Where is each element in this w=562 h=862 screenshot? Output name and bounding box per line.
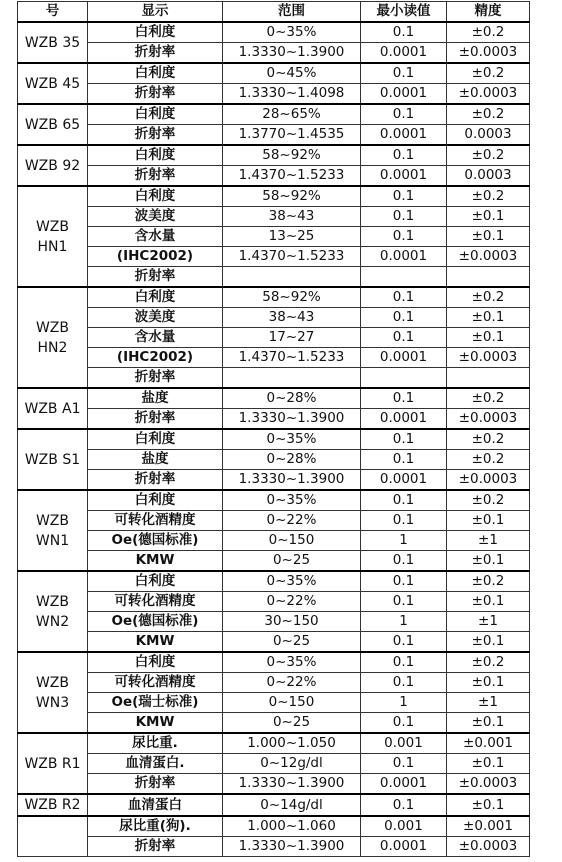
- range-value: [223, 368, 361, 389]
- model-group: [18, 429, 530, 490]
- table-row: [18, 247, 530, 267]
- min-reading-value: [361, 267, 447, 288]
- min-reading-value: [361, 368, 447, 389]
- range-value: 0~28%: [223, 388, 361, 409]
- table-row: [18, 43, 530, 64]
- range-value: 0~28%: [223, 450, 361, 470]
- range-value: 0~35%: [223, 652, 361, 673]
- model-name: [18, 816, 88, 857]
- table-row: [18, 22, 530, 43]
- table-row: [18, 409, 530, 430]
- precision-value: 0.0003: [447, 166, 530, 187]
- display-label: KMW: [88, 551, 223, 572]
- table-row: [18, 632, 530, 653]
- precision-value: ±0.0003: [447, 84, 530, 105]
- min-reading-value: 0.1: [361, 794, 447, 816]
- table-row: [18, 348, 530, 368]
- range-value: 1.000~1.060: [223, 816, 361, 837]
- precision-value: ±0.1: [447, 308, 530, 328]
- model-group: [18, 186, 530, 287]
- min-reading-value: 0.1: [361, 207, 447, 227]
- min-reading-value: 0.1: [361, 571, 447, 592]
- model-name: WZB HN1: [18, 186, 88, 287]
- display-label: 折射率: [88, 125, 223, 146]
- precision-value: ±0.0003: [447, 348, 530, 368]
- range-value: 1.4370~1.5233: [223, 166, 361, 187]
- range-value: 1.000~1.050: [223, 733, 361, 754]
- header-display: 显示: [88, 2, 223, 23]
- min-reading-value: 1: [361, 612, 447, 632]
- display-label: 白利度: [88, 429, 223, 450]
- range-value: 1.3330~1.4098: [223, 84, 361, 105]
- table-row: [18, 267, 530, 288]
- min-reading-value: 0.1: [361, 632, 447, 653]
- precision-value: ±0.0003: [447, 470, 530, 491]
- header-range: 范围: [223, 2, 361, 23]
- model-group: [18, 733, 530, 794]
- table-row: [18, 652, 530, 673]
- range-value: 1.3770~1.4535: [223, 125, 361, 146]
- table-row: [18, 774, 530, 795]
- display-label: 白利度: [88, 22, 223, 43]
- precision-value: ±1: [447, 612, 530, 632]
- table-row: [18, 837, 530, 857]
- display-label: 血清蛋白.: [88, 754, 223, 774]
- min-reading-value: 0.001: [361, 733, 447, 754]
- table-row: [18, 571, 530, 592]
- model-group: [18, 287, 530, 388]
- model-name: WZB WN3: [18, 652, 88, 733]
- model-name: WZB R1: [18, 733, 88, 794]
- table-row: [18, 673, 530, 693]
- min-reading-value: 0.0001: [361, 348, 447, 368]
- range-value: 0~22%: [223, 673, 361, 693]
- precision-value: ±0.1: [447, 592, 530, 612]
- precision-value: ±0.0003: [447, 774, 530, 795]
- precision-value: ±0.1: [447, 551, 530, 572]
- model-group: [18, 794, 530, 816]
- model-name: WZB HN2: [18, 287, 88, 388]
- display-label: 折射率: [88, 43, 223, 64]
- precision-value: ±0.2: [447, 186, 530, 207]
- table-row: [18, 754, 530, 774]
- table-row: [18, 450, 530, 470]
- header-row: [18, 2, 530, 23]
- range-value: 0~35%: [223, 429, 361, 450]
- min-reading-value: 0.1: [361, 754, 447, 774]
- display-label: 尿比重.: [88, 733, 223, 754]
- range-value: 13~25: [223, 227, 361, 247]
- min-reading-value: 0.1: [361, 450, 447, 470]
- table-row: [18, 470, 530, 491]
- table-row: [18, 592, 530, 612]
- precision-value: ±0.2: [447, 145, 530, 166]
- display-label: 白利度: [88, 186, 223, 207]
- display-label: Oe(德国标准): [88, 612, 223, 632]
- display-label: 含水量: [88, 227, 223, 247]
- min-reading-value: 0.0001: [361, 837, 447, 857]
- range-value: 0~22%: [223, 592, 361, 612]
- range-value: 0~45%: [223, 63, 361, 84]
- display-label: 折射率: [88, 84, 223, 105]
- display-label: (IHC2002): [88, 348, 223, 368]
- model-group: [18, 22, 530, 63]
- range-value: 38~43: [223, 308, 361, 328]
- display-label: 血清蛋白: [88, 794, 223, 816]
- table-row: [18, 713, 530, 734]
- model-group: [18, 104, 530, 145]
- range-value: 0~150: [223, 531, 361, 551]
- range-value: 1.3330~1.3900: [223, 837, 361, 857]
- display-label: Oe(德国标准): [88, 531, 223, 551]
- min-reading-value: 0.1: [361, 592, 447, 612]
- min-reading-value: 0.1: [361, 186, 447, 207]
- precision-value: ±0.1: [447, 632, 530, 653]
- table-row: [18, 166, 530, 187]
- min-reading-value: 0.0001: [361, 774, 447, 795]
- model-group: [18, 652, 530, 733]
- precision-value: ±0.1: [447, 207, 530, 227]
- min-reading-value: 1: [361, 531, 447, 551]
- model-group: [18, 63, 530, 104]
- table-row: [18, 145, 530, 166]
- min-reading-value: 0.1: [361, 713, 447, 734]
- display-label: 折射率: [88, 166, 223, 187]
- range-value: 1.3330~1.3900: [223, 774, 361, 795]
- min-reading-value: 0.1: [361, 652, 447, 673]
- precision-value: ±0.0003: [447, 837, 530, 857]
- table-row: [18, 816, 530, 837]
- model-name: WZB 45: [18, 63, 88, 104]
- precision-value: ±0.1: [447, 673, 530, 693]
- precision-value: ±0.2: [447, 388, 530, 409]
- display-label: 白利度: [88, 652, 223, 673]
- min-reading-value: 0.1: [361, 490, 447, 511]
- display-label: 波美度: [88, 207, 223, 227]
- range-value: 0~35%: [223, 22, 361, 43]
- model-group: [18, 388, 530, 429]
- min-reading-value: 0.0001: [361, 470, 447, 491]
- display-label: 白利度: [88, 63, 223, 84]
- table-row: [18, 308, 530, 328]
- display-label: 可转化酒精度: [88, 673, 223, 693]
- range-value: 30~150: [223, 612, 361, 632]
- table-row: [18, 368, 530, 389]
- display-label: 折射率: [88, 774, 223, 795]
- range-value: 0~14g/dl: [223, 794, 361, 816]
- table-row: [18, 511, 530, 531]
- header-min-reading: 最小读值: [361, 2, 447, 23]
- precision-value: ±0.001: [447, 733, 530, 754]
- precision-value: [447, 267, 530, 288]
- model-group: [18, 816, 530, 857]
- min-reading-value: 0.1: [361, 308, 447, 328]
- display-label: 盐度: [88, 450, 223, 470]
- range-value: 0~35%: [223, 571, 361, 592]
- range-value: 1.4370~1.5233: [223, 247, 361, 267]
- display-label: KMW: [88, 713, 223, 734]
- range-value: 1.3330~1.3900: [223, 409, 361, 430]
- precision-value: ±0.0003: [447, 247, 530, 267]
- model-group: [18, 145, 530, 186]
- display-label: 含水量: [88, 328, 223, 348]
- display-label: 可转化酒精度: [88, 511, 223, 531]
- range-value: 0~12g/dl: [223, 754, 361, 774]
- range-value: 1.4370~1.5233: [223, 348, 361, 368]
- model-group: [18, 571, 530, 652]
- model-name: WZB S1: [18, 429, 88, 490]
- min-reading-value: 0.1: [361, 145, 447, 166]
- precision-value: ±0.1: [447, 511, 530, 531]
- range-value: 58~92%: [223, 145, 361, 166]
- table-row: [18, 551, 530, 572]
- display-label: 波美度: [88, 308, 223, 328]
- precision-value: ±0.0003: [447, 43, 530, 64]
- min-reading-value: 0.0001: [361, 247, 447, 267]
- min-reading-value: 0.0001: [361, 166, 447, 187]
- model-name: WZB 92: [18, 145, 88, 186]
- table-row: [18, 531, 530, 551]
- precision-value: 0.0003: [447, 125, 530, 146]
- model-name: WZB 35: [18, 22, 88, 63]
- header-model: 号: [18, 2, 88, 23]
- table-row: [18, 125, 530, 146]
- range-value: 0~22%: [223, 511, 361, 531]
- precision-value: ±0.0003: [447, 409, 530, 430]
- range-value: 0~25: [223, 551, 361, 572]
- spec-table: [17, 1, 530, 857]
- precision-value: ±0.1: [447, 754, 530, 774]
- min-reading-value: 0.1: [361, 511, 447, 531]
- min-reading-value: 0.1: [361, 63, 447, 84]
- table-row: [18, 733, 530, 754]
- table-row: [18, 388, 530, 409]
- precision-value: [447, 368, 530, 389]
- range-value: 28~65%: [223, 104, 361, 125]
- min-reading-value: 0.0001: [361, 43, 447, 64]
- precision-value: ±0.2: [447, 652, 530, 673]
- display-label: (IHC2002): [88, 247, 223, 267]
- min-reading-value: 0.1: [361, 673, 447, 693]
- display-label: 盐度: [88, 388, 223, 409]
- display-label: KMW: [88, 632, 223, 653]
- min-reading-value: 0.0001: [361, 125, 447, 146]
- table-row: [18, 612, 530, 632]
- range-value: 1.3330~1.3900: [223, 470, 361, 491]
- precision-value: ±0.2: [447, 63, 530, 84]
- display-label: 白利度: [88, 145, 223, 166]
- model-name: WZB R2: [18, 794, 88, 816]
- range-value: 1.3330~1.3900: [223, 43, 361, 64]
- min-reading-value: 0.1: [361, 328, 447, 348]
- precision-value: ±0.2: [447, 104, 530, 125]
- display-label: 折射率: [88, 267, 223, 288]
- table-row: [18, 429, 530, 450]
- precision-value: ±0.2: [447, 22, 530, 43]
- min-reading-value: 0.1: [361, 104, 447, 125]
- min-reading-value: 0.0001: [361, 84, 447, 105]
- precision-value: ±0.1: [447, 794, 530, 816]
- table-row: [18, 693, 530, 713]
- model-name: WZB WN1: [18, 490, 88, 571]
- display-label: 白利度: [88, 571, 223, 592]
- display-label: 折射率: [88, 409, 223, 430]
- table-row: [18, 227, 530, 247]
- model-group: [18, 490, 530, 571]
- precision-value: ±0.1: [447, 713, 530, 734]
- model-name: WZB WN2: [18, 571, 88, 652]
- min-reading-value: 0.1: [361, 429, 447, 450]
- model-name: WZB 65: [18, 104, 88, 145]
- min-reading-value: 0.1: [361, 227, 447, 247]
- min-reading-value: 0.1: [361, 22, 447, 43]
- model-name: WZB A1: [18, 388, 88, 429]
- display-label: Oe(瑞士标准): [88, 693, 223, 713]
- range-value: 0~150: [223, 693, 361, 713]
- display-label: 白利度: [88, 104, 223, 125]
- precision-value: ±0.2: [447, 571, 530, 592]
- table-row: [18, 287, 530, 308]
- range-value: 17~27: [223, 328, 361, 348]
- display-label: 可转化酒精度: [88, 592, 223, 612]
- table-row: [18, 104, 530, 125]
- display-label: 白利度: [88, 490, 223, 511]
- table-row: [18, 490, 530, 511]
- header-precision: 精度: [447, 2, 530, 23]
- precision-value: ±1: [447, 531, 530, 551]
- range-value: 0~35%: [223, 490, 361, 511]
- table-row: [18, 63, 530, 84]
- table-row: [18, 186, 530, 207]
- precision-value: ±0.1: [447, 328, 530, 348]
- min-reading-value: 0.1: [361, 388, 447, 409]
- range-value: 38~43: [223, 207, 361, 227]
- range-value: 0~25: [223, 632, 361, 653]
- table-row: [18, 207, 530, 227]
- range-value: 58~92%: [223, 186, 361, 207]
- range-value: [223, 267, 361, 288]
- min-reading-value: 0.1: [361, 551, 447, 572]
- min-reading-value: 0.001: [361, 816, 447, 837]
- range-value: 58~92%: [223, 287, 361, 308]
- precision-value: ±0.001: [447, 816, 530, 837]
- precision-value: ±0.2: [447, 450, 530, 470]
- min-reading-value: 1: [361, 693, 447, 713]
- precision-value: ±0.2: [447, 490, 530, 511]
- min-reading-value: 0.0001: [361, 409, 447, 430]
- table-header: [18, 2, 530, 23]
- display-label: 尿比重(狗).: [88, 816, 223, 837]
- min-reading-value: 0.1: [361, 287, 447, 308]
- precision-value: ±1: [447, 693, 530, 713]
- precision-value: ±0.2: [447, 429, 530, 450]
- precision-value: ±0.1: [447, 227, 530, 247]
- display-label: 折射率: [88, 470, 223, 491]
- precision-value: ±0.2: [447, 287, 530, 308]
- table-row: [18, 794, 530, 816]
- range-value: 0~25: [223, 713, 361, 734]
- display-label: 折射率: [88, 837, 223, 857]
- display-label: 折射率: [88, 368, 223, 389]
- table-row: [18, 328, 530, 348]
- table-row: [18, 84, 530, 105]
- display-label: 白利度: [88, 287, 223, 308]
